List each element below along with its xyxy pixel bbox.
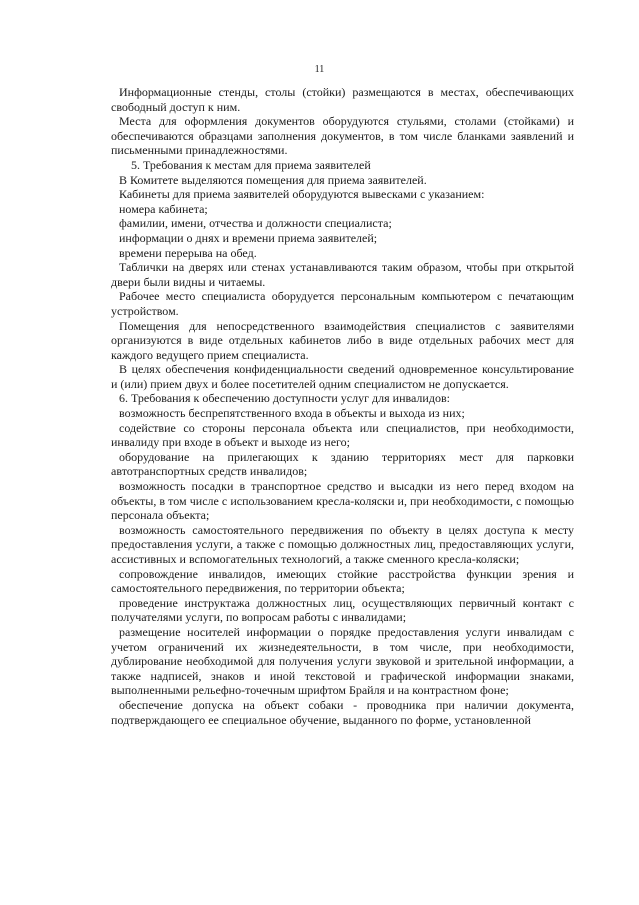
list-item: информации о днях и времени приема заявителей; xyxy=(119,230,378,245)
list-item: размещение носителей информации о порядке предоставления услуги инвалидам с учетом ограничений их жизнедеятельности, в том числе, при необходимости, дублирование необходимой для получения услуги звуковой и зрительной информации, а также надписей, знаков и иной текстовой и графической информации знаками, выполненными рельефно-точечным шрифтом Брайля и на контрастном фоне; xyxy=(111,624,574,698)
paragraph: Таблички на дверях или стенах устанавливаются таким образом, чтобы при открытой двери были видны и читаемы. xyxy=(111,260,574,289)
paragraph: В целях обеспечения конфиденциальности сведений одновременное консультирование и (или) прием двух и более посетителей одним специалистом не допускается. xyxy=(111,362,574,391)
list-item: номера кабинета; xyxy=(119,201,208,216)
list-item: проведение инструктажа должностных лиц, осуществляющих первичный контакт с получателями услуги, по вопросам работы с инвалидами; xyxy=(111,595,574,625)
list-item: возможность самостоятельного передвижения по объекту в целях доступа к месту предоставления услуги, а также с помощью должностных лиц, предоставляющих услуги, ассистивных и вспомогательных технологий, а также сменного кресла-коляски; xyxy=(111,522,574,566)
paragraph: Помещения для непосредственного взаимодействия специалистов с заявителями организуются в виде отдельных кабинетов либо в виде отдельных рабочих мест для каждого ведущего прием специалиста. xyxy=(111,318,574,362)
list-item: возможность беспрепятственного входа в объекты и выхода из них; xyxy=(119,406,465,421)
paragraph: Места для оформления документов оборудуются стульями, столами (стойками) и обеспечиваются образцами заполнения документов, в том числе бланками заявлений и письменными принадлежностями. xyxy=(111,114,574,158)
document-body xyxy=(111,85,574,727)
paragraph: Информационные стенды, столы (стойки) размещаются в местах, обеспечивающих свободный доступ к ним. xyxy=(111,85,574,114)
list-item: возможность посадки в транспортное средство и высадки из него перед входом на объекты, в том числе с использованием кресла-коляски и, при необходимости, с помощью персонала объекта; xyxy=(111,479,574,523)
list-item: обеспечение допуска на объект собаки - проводника при наличии документа, подтверждающего ее специальное обучение, выданного по форме, установленной xyxy=(111,697,574,727)
paragraph: Кабинеты для приема заявителей оборудуются вывесками с указанием: xyxy=(119,187,485,202)
list-item: сопровождение инвалидов, имеющих стойкие расстройства функции зрения и самостоятельного передвижения, по территории объекта; xyxy=(111,566,574,596)
list-item: фамилии, имени, отчества и должности специалиста; xyxy=(119,216,392,231)
list-item: содействие со стороны персонала объекта или специалистов, при необходимости, инвалиду при входе в объект и выходе из него; xyxy=(111,420,574,450)
paragraph: В Комитете выделяются помещения для приема заявителей. xyxy=(119,172,427,187)
section-heading: 5. Требования к местам для приема заявителей xyxy=(131,157,371,172)
section-heading: 6. Требования к обеспечению доступности услуг для инвалидов: xyxy=(119,391,450,406)
list-item: оборудование на прилегающих к зданию территориях мест для парковки автотранспортных средств инвалидов; xyxy=(111,449,574,479)
paragraph: Рабочее место специалиста оборудуется персональным компьютером с печатающим устройством. xyxy=(111,289,574,318)
list-item: времени перерыва на обед. xyxy=(119,245,257,260)
page-number: 11 xyxy=(314,64,325,75)
